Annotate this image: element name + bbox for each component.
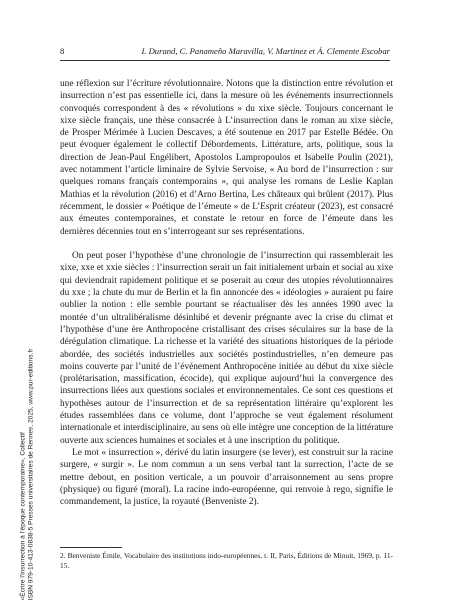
side-note-line-2: ISBN 979-10-413-0838-5 Presses universitaires de Rennes, 2025, www.pur-editions.fr <box>27 348 35 600</box>
paragraph-1: une réflexion sur l’écriture révolutionnaire. Notons que la distinction entre révolution et insurrection n’est pas essentielle ici, dans la mesure où les événements insurrectionnels convoqués correspondent à des « révolutions » du xixe siècle. Toujours concernant le xixe siècle français, une thèse consacrée à L’insurrection dans le roman au xixe siècle, de Prosper Mérimée à Lucien Descaves, a été soutenue en 2017 par Estelle Bédée. On peut évoquer également le collectif Débordements. Littérature, arts, politique, sous la direction de Jean-Paul Engélibert, Apostolos Lampropoulos et Isabelle Poulin (2021), avec notamment l’article liminaire de Sylvie Servoise, « Au bord de l’insurrection : sur quelques romans français contemporains », qui analyse les romans de Leslie Kaplan Mathias et la révolution (2016) et d’Arno Bertina, Les châteaux qui brûlent (2017). Plus récemment, le dossier « Poétique de l’émeute » de L’Esprit créateur (2023), est consacré aux émeutes contemporaines, et constate le retour en force de l’émeute dans les dernières décennies tout en s’interrogeant sur ses représentations. <box>60 79 393 237</box>
side-copyright-note <box>10 300 36 600</box>
header-authors: I. Durand, C. Panameño Maravilla, V. Martinez et Á. Clemente Escobar <box>141 46 390 56</box>
page-number: 8 <box>60 46 65 56</box>
body-text <box>60 78 393 508</box>
running-head <box>60 44 390 58</box>
side-note-line-1: «Écrire l’insurrection à l’époque contemporaine», Collectif <box>19 431 27 600</box>
footnote-rule <box>60 547 122 548</box>
paragraph-3: Le mot « insurrection », dérivé du latin insurgere (se lever), est construit sur la racine surgere, « surgir ». Le nom commun a un sens verbal tant la surrection, l’acte de se mettre debout, en position verticale, a un pouvoir d’arraisonnement au sens propre (physique) ou figuré (moral). La racine indo-européenne, qui renvoie à rego, signifie le commandement, la justice, la royauté (Benveniste 2). <box>60 447 393 508</box>
header-rule <box>60 60 390 61</box>
footnote: 2. Benveniste Émile, Vocabulaire des institutions indo-européennes, t. II, Paris, Éditions de Minuit, 1969, p. 11-15. <box>60 551 393 570</box>
paragraph-2: On peut poser l’hypothèse d’une chronologie de l’insurrection qui rassemblerait les xixe, xxe et xxie siècles : l’insurrection serait un fait initialement urbain et social au xixe qui deviendrait rapidement politique et se poserait au cœur des utopies révolutionnaires du xxe ; la chute du mur de Berlin et la fin annoncée des « idéologies » auraient pu faire oublier la notion : elle semble pourtant se réactualiser dès les années 1990 avec la montée d’un ultralibéralisme désinhibé et devenir prégnante avec la crise du climat et l’hypothèse d’une ère Anthropocène cristallisant des crises séculaires sur la base de la dérégulation climatique. La richesse et la variété des situations historiques de la période abordée, des sociétés industrielles aux sociétés postindustrielles, n’en demeure pas moins couverte par l’unité de l’événement Anthropocène initiée au début du xixe siècle (prolétarisation, massification, écocide), qui explique aujourd’hui la convergence des insurrections liées aux questions sociales et environnementales. Ce sont ces questions et hypothèses autour de l’insurrection et de sa représentation littéraire qu’explorent les études rassemblées dans ce volume, dont l’approche se veut également résolument internationale et interdisciplinaire, au sens où elle intègre une conception de la littérature ouverte aux sciences humaines et sociales et à une inscription du politique. <box>60 251 393 446</box>
